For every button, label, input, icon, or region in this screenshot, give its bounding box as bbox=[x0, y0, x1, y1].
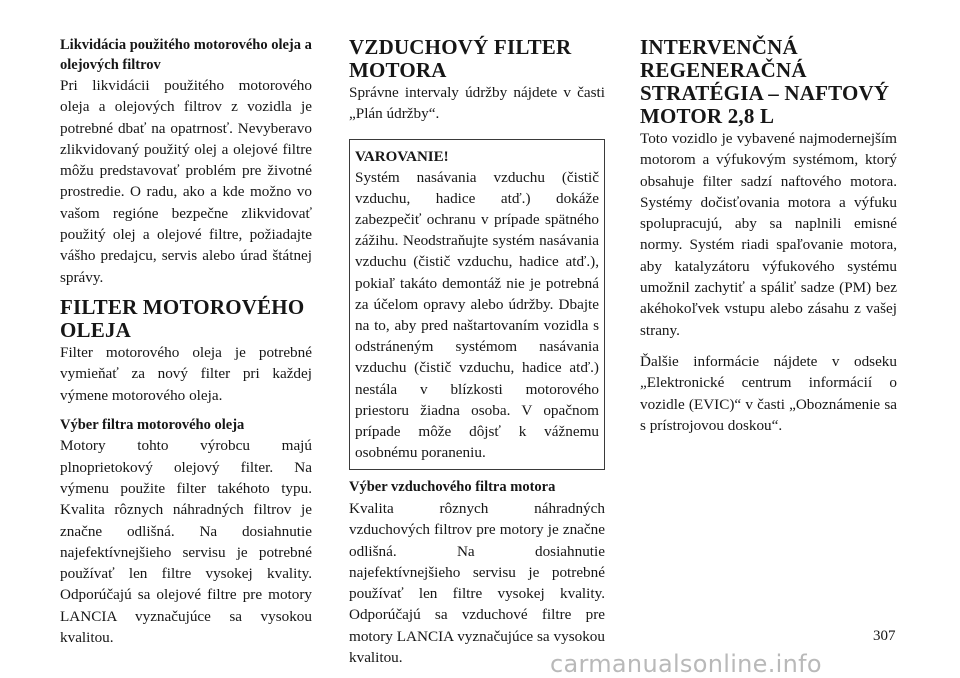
paragraph-air-filter-intervals: Správne intervaly údržby nájdete v časti „Plán údržby“. bbox=[349, 84, 605, 123]
heading-regeneration-strategy: INTERVENČNÁ REGENERAČNÁ STRATÉGIA – NAFTOVÝ MOTOR 2,8 L bbox=[640, 35, 890, 128]
paragraph-oil-disposal: Pri likvidácii použitého motorového oleja a olejových filtrov z vozidla je potrebné dbať na opatrnosť. Nevyberavo zlikvidovaný použitý olej a olejové filtre môžu predstavovať problém pre životné prostredie. O radu, ako a kde možno vo vašom regióne bezpečne zlikvidovať použitý olej a olejové filtre, požiadajte vášho predajcu, servis alebo úrad štátnej správy. bbox=[60, 77, 312, 286]
warning-box bbox=[349, 139, 605, 471]
paragraph-oil-filter-selection: Motory tohto výrobcu majú plnoprietokový olejový filter. Na výmenu použite filter takéhoto typu. Kvalita rôznych náhradných filtrov je značne odlišná. Na dosiahnutie najefektívnejšieho servisu je potrebné používať len filtre vysokej kvality. Odporúčajú sa olejové filtre pre motory LANCIA vyznačujúce sa vysokou kvalitou. bbox=[60, 437, 312, 647]
subheading-oil-disposal: Likvidácia použitého motorového oleja a olejových filtrov bbox=[60, 37, 312, 73]
paragraph-oil-filter: Filter motorového oleja je potrebné vymieňať za nový filter pri každej výmene motorového oleja. bbox=[60, 343, 312, 404]
heading-oil-filter: FILTER MOTOROVÉHO OLEJA bbox=[60, 294, 305, 342]
warning-title: VAROVANIE! bbox=[355, 148, 449, 165]
column-left bbox=[60, 36, 312, 648]
paragraph-regeneration: Toto vozidlo je vybavené najmodernejším motorom a výfukovým systémom, ktorý obsahuje filter sadzí naftového motora. Systémy dočisťovania motora a výfuku spolupracujú, aby sa naplnili emisné normy. Systém riadi spaľovanie motora, aby katalyzátoru výfukového systému umožnil zachytiť a spáliť sadze (PM) bez akéhokoľvek vstupu alebo zásahu z vašej strany. bbox=[640, 130, 897, 339]
watermark: carmanualsonline.info bbox=[550, 650, 822, 678]
warning-text: Systém nasávania vzduchu (čistič vzduchu, hadice atď.) dokáže zabezpečiť ochranu v prípade spätného zážihu. Neodstraňujte systém nasávania vzduchu (čistič vzduchu, hadice atď.), pokiaľ takáto demontáž nie je potrebná za účelom opravy alebo údržby. Dbajte na to, aby pred naštartovaním vozidla s odstráneným systémom nasávania vzduchu (čistič vzduchu, hadice atď.) nestála v blízkosti motorového priestoru žiadna osoba. V opačnom prípade môže dôjsť k vážnemu osobnému poraneniu. bbox=[355, 168, 599, 462]
subheading-oil-filter-selection: Výber filtra motorového oleja bbox=[60, 416, 245, 433]
paragraph-air-filter-selection: Kvalita rôznych náhradných vzduchových filtrov pre motory je značne odlišná. Na dosiahnutie najefektívnejšieho servisu je potrebné používať len filtre vysokej kvality. Odporúčajú sa vzduchové filtre pre motory LANCIA vyznačujúce sa vysokou kvalitou. bbox=[349, 499, 605, 667]
page-number: 307 bbox=[873, 628, 896, 644]
column-middle bbox=[349, 36, 605, 668]
heading-air-filter: VZDUCHOVÝ FILTER MOTORA bbox=[349, 35, 572, 82]
subheading-air-filter-selection: Výber vzduchového filtra motora bbox=[349, 479, 556, 496]
column-right bbox=[640, 36, 897, 436]
paragraph-evic-reference: Ďalšie informácie nájdete v odseku „Elektronické centrum informácií o vozidle (EVIC)“ v časti „Oboznámenie sa s prístrojovou doskou“. bbox=[640, 352, 897, 434]
